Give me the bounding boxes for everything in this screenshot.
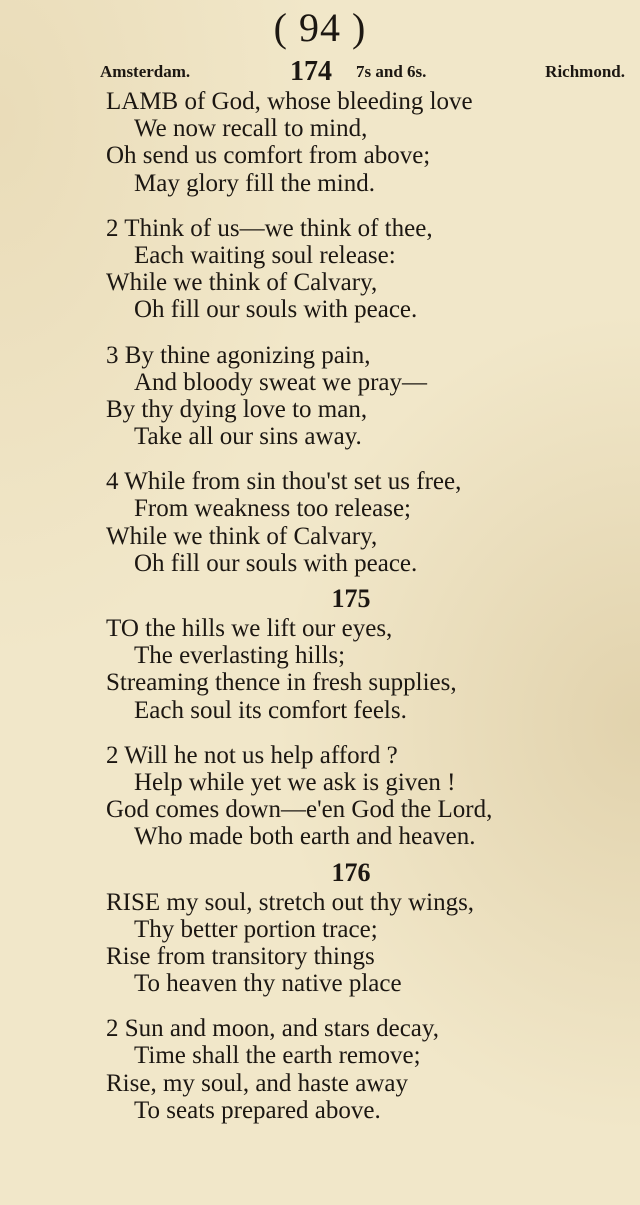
verse-line: Each soul its comfort feels. [134,696,407,724]
hymn-header [100,58,625,88]
tune-name-left: Amsterdam. [100,62,191,81]
stanza [106,889,626,998]
verse-line: LAMB of God, whose bleeding love [106,88,473,115]
verse-line: God comes down—e'en God the Lord, [106,796,493,824]
verse-line: May glory fill the mind. [134,169,375,197]
stanza [106,742,626,851]
tune-name-right: Richmond. [545,62,625,81]
verse-line: Oh fill our souls with peace. [134,296,418,324]
verse-line: And bloody sweat we pray— [134,368,427,396]
page-number: ( 94 ) [273,5,367,50]
stanza [106,342,626,451]
verse-line: To heaven thy native place [134,970,402,998]
stanza [106,1015,626,1124]
verse-line: The everlasting hills; [134,642,346,670]
verse-line: 2 Think of us—we think of thee, [106,214,433,242]
verse-line: 4 While from sin thou'st set us free, [106,468,462,496]
verse-line: Oh fill our souls with peace. [134,549,418,577]
verse-line: Take all our sins away. [134,423,362,451]
verse-line: Thy better portion trace; [134,915,378,943]
hymn-175 [106,581,626,851]
verse-line: From weakness too release; [134,495,412,523]
stanza [106,615,626,724]
verse-line: Rise from transitory things [106,942,375,970]
verse-line: RISE my soul, stretch out thy wings, [106,888,475,916]
verse-line: Each waiting soul release: [134,241,396,269]
verse-line: Oh send us comfort from above; [106,142,431,170]
hymn-176 [106,855,626,1125]
verse-line: We now recall to mind, [134,115,368,143]
verse-line: By thy dying love to man, [106,395,368,423]
verse-line: 3 By thine agonizing pain, [106,341,371,369]
verse-line: While we think of Calvary, [106,269,378,297]
stanza [106,215,626,324]
verse-line: Who made both earth and heaven. [134,823,476,851]
verse-line: To seats prepared above. [134,1096,381,1124]
hymn-174 [106,88,626,577]
verse-line: Time shall the earth remove; [134,1042,421,1070]
verse-line: Streaming thence in fresh supplies, [106,669,457,697]
verse-line: Help while yet we ask is given ! [134,768,456,796]
verse-line: 2 Will he not us help afford ? [106,741,398,769]
stanza [106,88,626,197]
meter: 7s and 6s. [356,62,427,81]
hymn-list [106,88,626,1142]
verse-line: Rise, my soul, and haste away [106,1069,409,1097]
verse-line: While we think of Calvary, [106,522,378,550]
hymn-number-header: 174 [290,56,332,87]
verse-line: 2 Sun and moon, and stars decay, [106,1015,440,1043]
hymn-number: 176 [331,857,371,887]
hymn-number: 175 [331,584,371,613]
verse-line: TO the hills we lift our eyes, [106,615,393,642]
stanza [106,468,626,577]
